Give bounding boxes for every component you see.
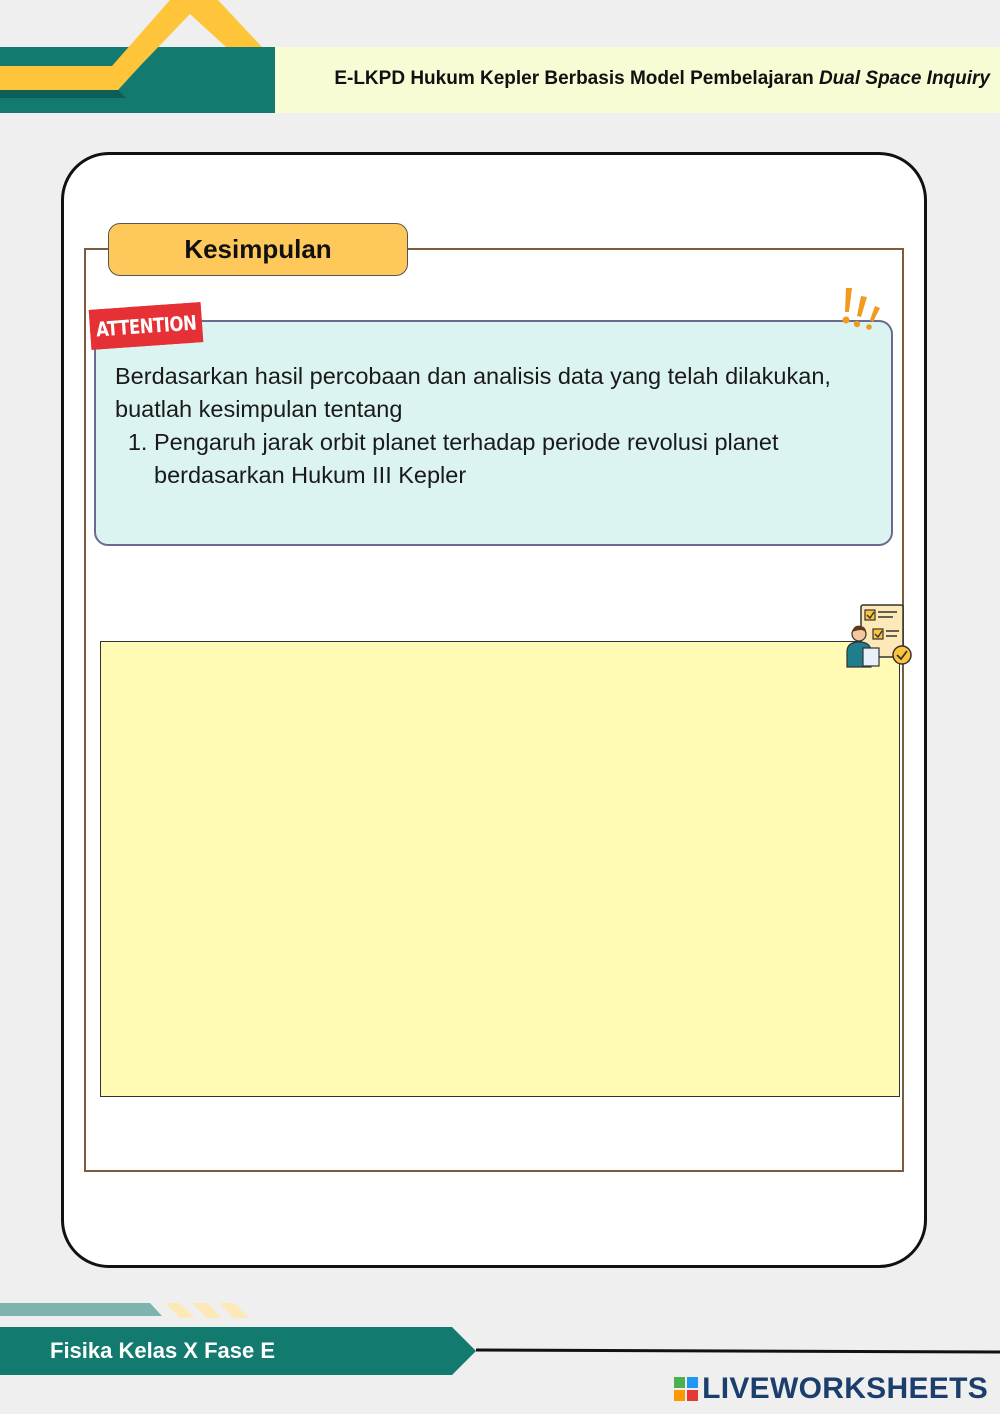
footer-label: Fisika Kelas X Fase E — [50, 1338, 276, 1363]
instruction-box — [94, 320, 893, 546]
liveworksheets-brand[interactable] — [674, 1372, 988, 1406]
instruction-list — [115, 426, 871, 492]
instruction-intro: Berdasarkan hasil percobaan dan analisis data yang telah dilakukan, buatlah kesimpulan tentang — [115, 363, 831, 422]
attention-badge-label: ATTENTION — [95, 310, 197, 342]
exclamation-marks-icon — [838, 284, 888, 332]
instruction-item: 1. Pengaruh jarak orbit planet terhadap periode revolusi planet berdasarkan Hukum III Kepler — [154, 426, 871, 492]
section-title: Kesimpulan — [108, 223, 408, 276]
header-title-italic: Dual Space Inquiry — [818, 68, 990, 89]
attention-badge — [89, 302, 204, 350]
header-decoration — [0, 0, 280, 115]
header-title-prefix: E-LKPD Hukum Kepler Berbasis Model Pembelajaran — [334, 68, 819, 89]
header-title — [334, 68, 990, 90]
checklist-person-icon — [845, 602, 915, 672]
liveworksheets-logo-icon — [674, 1377, 698, 1401]
answer-input[interactable] — [101, 642, 899, 1096]
answer-box — [100, 641, 900, 1097]
liveworksheets-text: LIVEWORKSHEETS — [702, 1372, 988, 1405]
